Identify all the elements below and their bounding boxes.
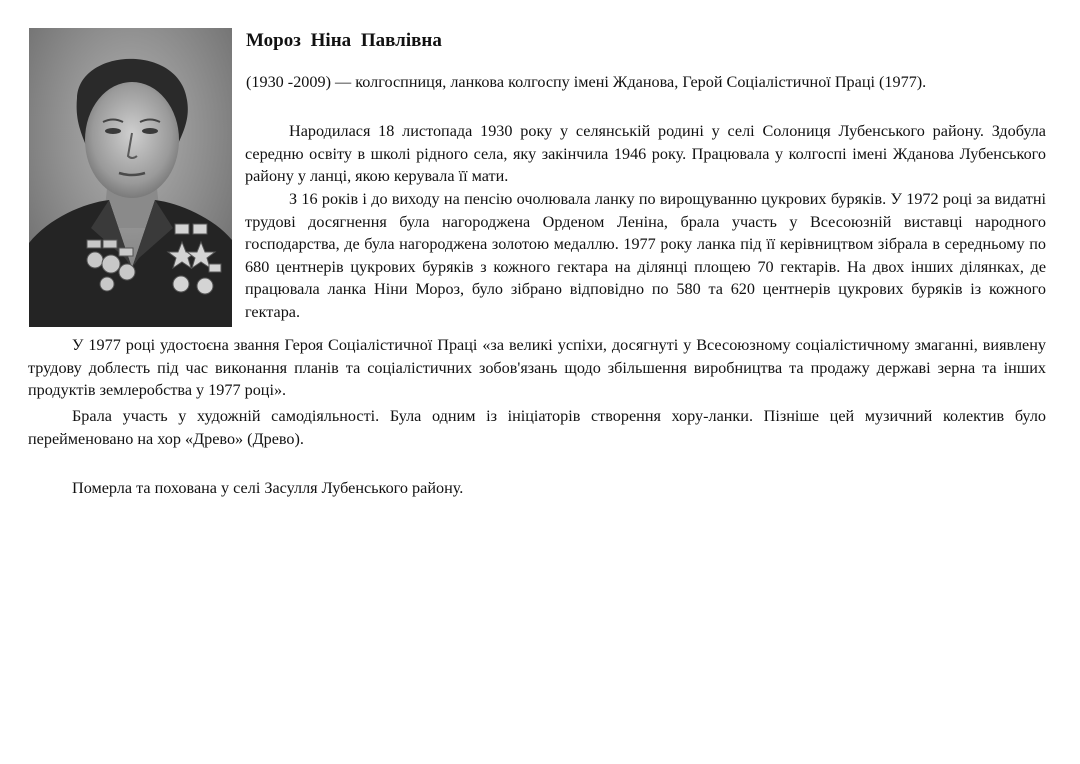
person-name: Мороз Ніна Павлівна — [246, 30, 442, 51]
paragraph-death: Померла та похована у селі Засулля Лубенського району. — [72, 479, 464, 497]
person-summary: (1930 -2009) — колгоспниця, ланкова колгоспу імені Жданова, Герой Соціалістичної Праці (1977). — [246, 73, 927, 91]
paragraph-birth: Народилася 18 листопада 1930 року у селянській родині у селі Солониця Лубенського району. Здобула середню освіту в школі рідного села, яку закінчила 1946 року. Працювала у колгоспі імені Жданова Лубенського району у ланці, якою керувала її мати. — [245, 122, 1046, 185]
paragraph-choir: Брала участь у художній самодіяльності. Була одним із ініціаторів створення хору-ланки. Пізніше цей музичний колектив було перейменовано на хор «Древо» (Древо). — [28, 407, 1046, 448]
portrait-photo — [29, 28, 232, 327]
paragraph-career: З 16 років і до виходу на пенсію очолювала ланку по вирощуванню цукрових буряків. У 1972 році за видатні трудові досягнення була нагороджена Орденом Леніна, брала участь у Всесоюзній виставці народного господарства, де була нагороджена золотою медаллю. 1977 року ланка під її керівництвом зібрала в середньому по 680 центнерів цукрових буряків з кожного гектара на ділянці площею 70 гектарів. На двох інших ділянках, де працювала ланка Ніни Мороз, було зібрано відповідно по 580 та 620 центнерів цукрових буряків із кожного гектара. — [245, 190, 1046, 321]
paragraph-hero-award: У 1977 році удостоєна звання Героя Соціалістичної Праці «за великі успіхи, досягнуті у Всесоюзному соціалістичному змаганні, виявлену трудову доблесть під час виконання планів та соціалістичних зобов'язань щодо збільшення виробництва та продажу державі зерна та інших продуктів землеробства у 1977 році». — [28, 336, 1046, 399]
